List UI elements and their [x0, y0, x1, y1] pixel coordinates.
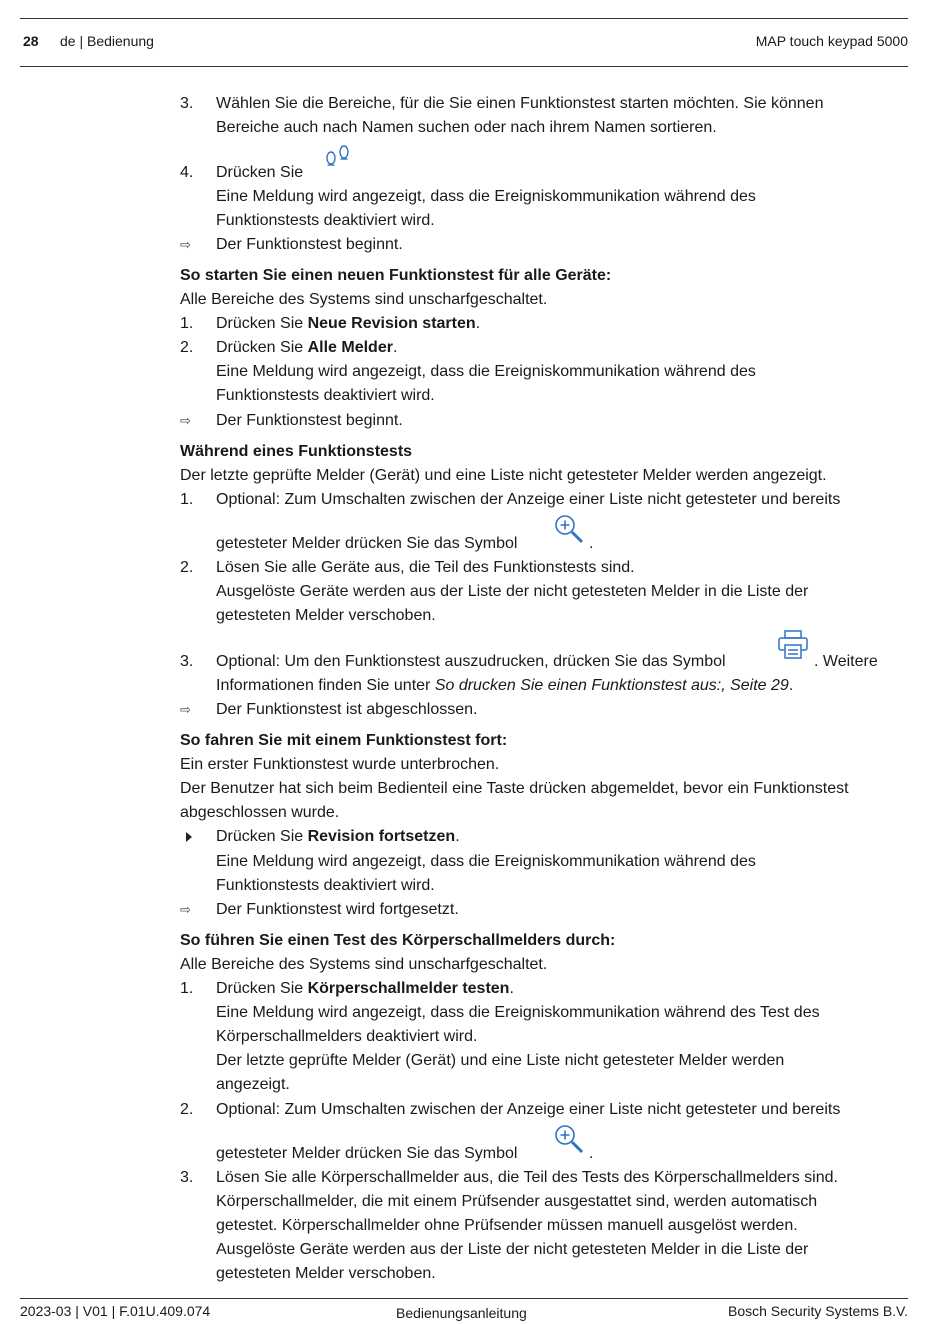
- ui-label: Alle Melder: [307, 339, 393, 356]
- step-number: 2.: [180, 339, 194, 356]
- step-text: Eine Meldung wird angezeigt, dass die Ereigniskommunikation während des: [216, 363, 756, 380]
- paragraph: Alle Bereiche des Systems sind unscharfgeschaltet.: [180, 956, 548, 973]
- step-text-part: .: [788, 677, 794, 694]
- result-text: Der Funktionstest beginnt.: [216, 412, 403, 429]
- footer-rule: [20, 1298, 908, 1299]
- printer-icon: [776, 628, 810, 662]
- step-text-part: Drücken Sie: [216, 315, 308, 332]
- result-text: Der Funktionstest ist abgeschlossen.: [216, 701, 478, 718]
- header-bottom-rule: [20, 66, 908, 67]
- cross-reference-link[interactable]: So drucken Sie einen Funktionstest aus:, Seite 29: [434, 677, 789, 694]
- step-text-part: .: [589, 1145, 594, 1162]
- step-text: [216, 312, 916, 336]
- step-text-part: .: [392, 339, 398, 356]
- step-text-part: .: [455, 828, 460, 845]
- step-text-part: Informationen finden Sie unter: [216, 677, 435, 694]
- step-text: Funktionstests deaktiviert wird.: [216, 387, 435, 404]
- step-text-part: Optional: Um den Funktionstest auszudrucken, drücken Sie das Symbol: [216, 653, 726, 670]
- step-text-part: . Weitere: [814, 653, 878, 670]
- step-text: Optional: Zum Umschalten zwischen der Anzeige einer Liste nicht getesteter und bereits: [216, 1101, 841, 1118]
- step-text: Der letzte geprüfte Melder (Gerät) und eine Liste nicht getesteter Melder werden: [216, 1052, 785, 1069]
- step-text: Lösen Sie alle Geräte aus, die Teil des Funktionstests sind.: [216, 559, 635, 576]
- step-text: Ausgelöste Geräte werden aus der Liste der nicht getesteten Melder in die Liste der: [216, 583, 809, 600]
- header-top-rule: [20, 18, 908, 19]
- step-text-part: getesteter Melder drücken Sie das Symbol: [216, 535, 518, 552]
- step-number: 2.: [180, 559, 194, 576]
- paragraph: Alle Bereiche des Systems sind unscharfgeschaltet.: [180, 291, 548, 308]
- section-heading: So führen Sie einen Test des Körperschallmelders durch:: [180, 932, 616, 949]
- step-text: Körperschallmelder, die mit einem Prüfsender ausgestattet sind, werden automatisch: [216, 1193, 818, 1210]
- section-heading: So starten Sie einen neuen Funktionstest für alle Geräte:: [180, 267, 612, 284]
- step-text: [216, 650, 916, 674]
- result-arrow-icon: ⇨: [180, 702, 191, 717]
- step-text: Optional: Zum Umschalten zwischen der Anzeige einer Liste nicht getesteter und bereits: [216, 491, 841, 508]
- paragraph: Ein erster Funktionstest wurde unterbrochen.: [180, 756, 500, 773]
- step-number: 1.: [180, 980, 194, 997]
- result-text: Der Funktionstest beginnt.: [216, 236, 403, 253]
- step-text: [216, 977, 916, 1001]
- step-text: [216, 674, 916, 698]
- step-text: [216, 532, 916, 556]
- step-text: Körperschallmelders deaktiviert wird.: [216, 1028, 478, 1045]
- step-text: getestet. Körperschallmelder ohne Prüfsender müssen manuell ausgelöst werden.: [216, 1217, 798, 1234]
- step-number: 3.: [180, 653, 194, 670]
- step-text: Funktionstests deaktiviert wird.: [216, 212, 435, 229]
- ui-label: Revision fortsetzen: [307, 828, 456, 845]
- step-text-part: Drücken Sie: [216, 339, 308, 356]
- footsteps-icon: [322, 143, 354, 173]
- step-text: Bereiche auch nach Namen suchen oder nach ihrem Namen sortieren.: [216, 119, 717, 136]
- step-text: Funktionstests deaktiviert wird.: [216, 877, 435, 894]
- header-product: MAP touch keypad 5000: [755, 33, 908, 49]
- paragraph: abgeschlossen wurde.: [180, 804, 340, 821]
- result-arrow-icon: ⇨: [180, 902, 191, 917]
- section-heading: So fahren Sie mit einem Funktionstest fort:: [180, 732, 508, 749]
- step-text-part: .: [589, 535, 594, 552]
- step-text: [216, 1142, 916, 1166]
- step-number: 4.: [180, 164, 194, 181]
- result-text: Der Funktionstest wird fortgesetzt.: [216, 901, 459, 918]
- footer-document-id: 2023-03 | V01 | F.01U.409.074: [20, 1303, 211, 1319]
- zoom-in-icon: [552, 512, 588, 548]
- header-section: de | Bedienung: [60, 33, 154, 49]
- step-text: [216, 825, 916, 849]
- zoom-in-icon: [552, 1122, 588, 1158]
- step-number: 1.: [180, 491, 194, 508]
- step-text-part: Drücken Sie: [216, 828, 308, 845]
- step-text: getesteten Melder verschoben.: [216, 1265, 436, 1282]
- step-text-part: .: [475, 315, 481, 332]
- step-text: Lösen Sie alle Körperschallmelder aus, die Teil des Tests des Körperschallmelders sind.: [216, 1169, 838, 1186]
- section-heading: Während eines Funktionstests: [180, 443, 413, 460]
- step-number: 3.: [180, 1169, 194, 1186]
- step-text: getesteten Melder verschoben.: [216, 607, 436, 624]
- step-number: 1.: [180, 315, 194, 332]
- footer-document-type: Bedienungsanleitung: [396, 1305, 527, 1321]
- step-text-part: getesteter Melder drücken Sie das Symbol: [216, 1145, 518, 1162]
- bullet-triangle-icon: [186, 832, 192, 842]
- step-text: Eine Meldung wird angezeigt, dass die Ereigniskommunikation während des Test des: [216, 1004, 820, 1021]
- step-text-part: Drücken Sie: [216, 980, 308, 997]
- step-text: [216, 161, 916, 185]
- step-text: [216, 336, 916, 360]
- step-text: Eine Meldung wird angezeigt, dass die Ereigniskommunikation während des: [216, 188, 756, 205]
- step-text-part: .: [509, 980, 514, 997]
- result-arrow-icon: ⇨: [180, 237, 191, 252]
- ui-label: Körperschallmelder testen: [307, 980, 510, 997]
- step-text-part: Drücken Sie: [216, 164, 304, 181]
- step-number: 3.: [180, 95, 194, 112]
- paragraph: Der letzte geprüfte Melder (Gerät) und eine Liste nicht getesteter Melder werden angezeigt.: [180, 467, 827, 484]
- step-text: Ausgelöste Geräte werden aus der Liste der nicht getesteten Melder in die Liste der: [216, 1241, 809, 1258]
- paragraph: Der Benutzer hat sich beim Bedienteil eine Taste drücken abgemeldet, bevor ein Funktionstest: [180, 780, 849, 797]
- step-number: 2.: [180, 1101, 194, 1118]
- footer-company: Bosch Security Systems B.V.: [728, 1303, 908, 1319]
- step-text: Wählen Sie die Bereiche, für die Sie einen Funktionstest starten möchten. Sie können: [216, 95, 824, 112]
- step-text: angezeigt.: [216, 1076, 290, 1093]
- ui-label: Neue Revision starten: [307, 315, 476, 332]
- step-text: Eine Meldung wird angezeigt, dass die Ereigniskommunikation während des: [216, 853, 756, 870]
- page-number: 28: [23, 33, 39, 49]
- result-arrow-icon: ⇨: [180, 413, 191, 428]
